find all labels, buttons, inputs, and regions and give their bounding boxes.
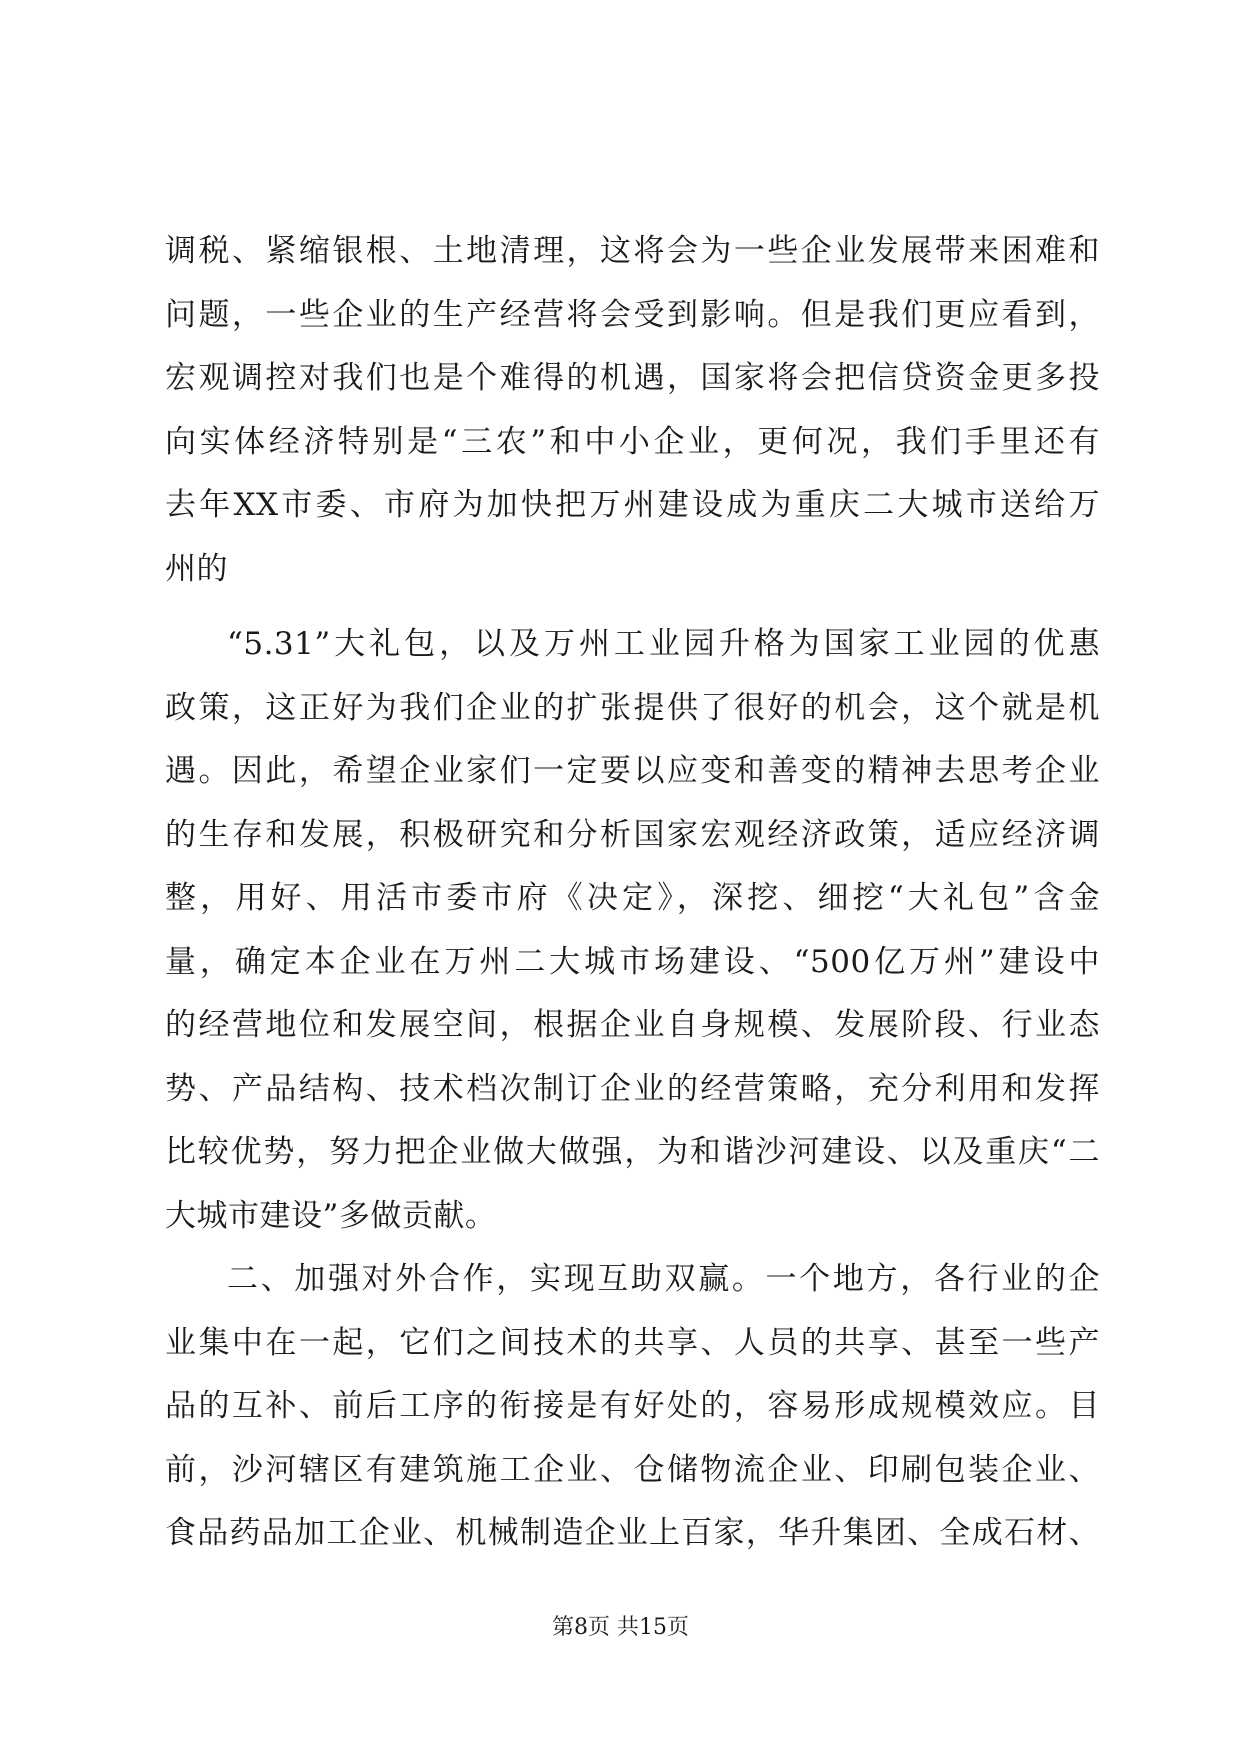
text-line: 州的 bbox=[165, 550, 228, 587]
text-line: 的经营地位和发展空间，根据企业自身规模、发展阶段、行业态 bbox=[165, 1007, 1100, 1043]
text-line: 问题，一些企业的生产经营将会受到影响。但是我们更应看到， bbox=[165, 296, 1100, 333]
text-line: 前，沙河辖区有建筑施工企业、仓储物流企业、印刷包装企业、 bbox=[165, 1451, 1100, 1488]
text-line: 量，确定本企业在万州二大城市场建设、“500亿万州”建设中 bbox=[165, 943, 1100, 980]
text-line: 食品药品加工企业、机械制造企业上百家，华升集团、全成石材、 bbox=[165, 1515, 1100, 1551]
text-line: 整，用好、用活市委市府《决定》，深挖、细挖“大礼包”含金 bbox=[165, 880, 1100, 916]
text-line: 去年XX市委、市府为加快把万州建设成为重庆二大城市送给万 bbox=[165, 487, 1100, 523]
text-line: 二、加强对外合作，实现互助双赢。一个地方，各行业的企 bbox=[227, 1261, 1100, 1297]
paragraph-gap bbox=[165, 601, 1100, 613]
text-line: 的生存和发展，积极研究和分析国家宏观经济政策，适应经济调 bbox=[165, 816, 1100, 853]
text-line: 遇。因此，希望企业家们一定要以应变和善变的精神去思考企业 bbox=[165, 753, 1100, 789]
text-line: 调税、紧缩银根、土地清理，这将会为一些企业发展带来困难和 bbox=[165, 233, 1100, 269]
text-line: 大城市建设”多做贡献。 bbox=[165, 1197, 497, 1234]
text-line: 宏观调控对我们也是个难得的机遇，国家将会把信贷资金更多投 bbox=[165, 360, 1100, 396]
text-line: 业集中在一起，它们之间技术的共享、人员的共享、甚至一些产 bbox=[165, 1324, 1100, 1361]
page-number-footer: 第8页 共15页 bbox=[552, 1615, 689, 1640]
text-line: 比较优势，努力把企业做大做强，为和谐沙河建设、以及重庆“二 bbox=[165, 1134, 1100, 1170]
text-line: 势、产品结构、技术档次制订企业的经营策略，充分利用和发挥 bbox=[165, 1070, 1100, 1107]
body-text bbox=[165, 220, 1100, 1566]
text-line: 向实体经济特别是“三农”和中小企业，更何况，我们手里还有 bbox=[165, 423, 1100, 460]
text-line: “5.31”大礼包，以及万州工业园升格为国家工业园的优惠 bbox=[227, 626, 1100, 662]
text-line: 政策，这正好为我们企业的扩张提供了很好的机会，这个就是机 bbox=[165, 689, 1100, 726]
text-line: 品的互补、前后工序的衔接是有好处的，容易形成规模效应。目 bbox=[165, 1388, 1100, 1424]
